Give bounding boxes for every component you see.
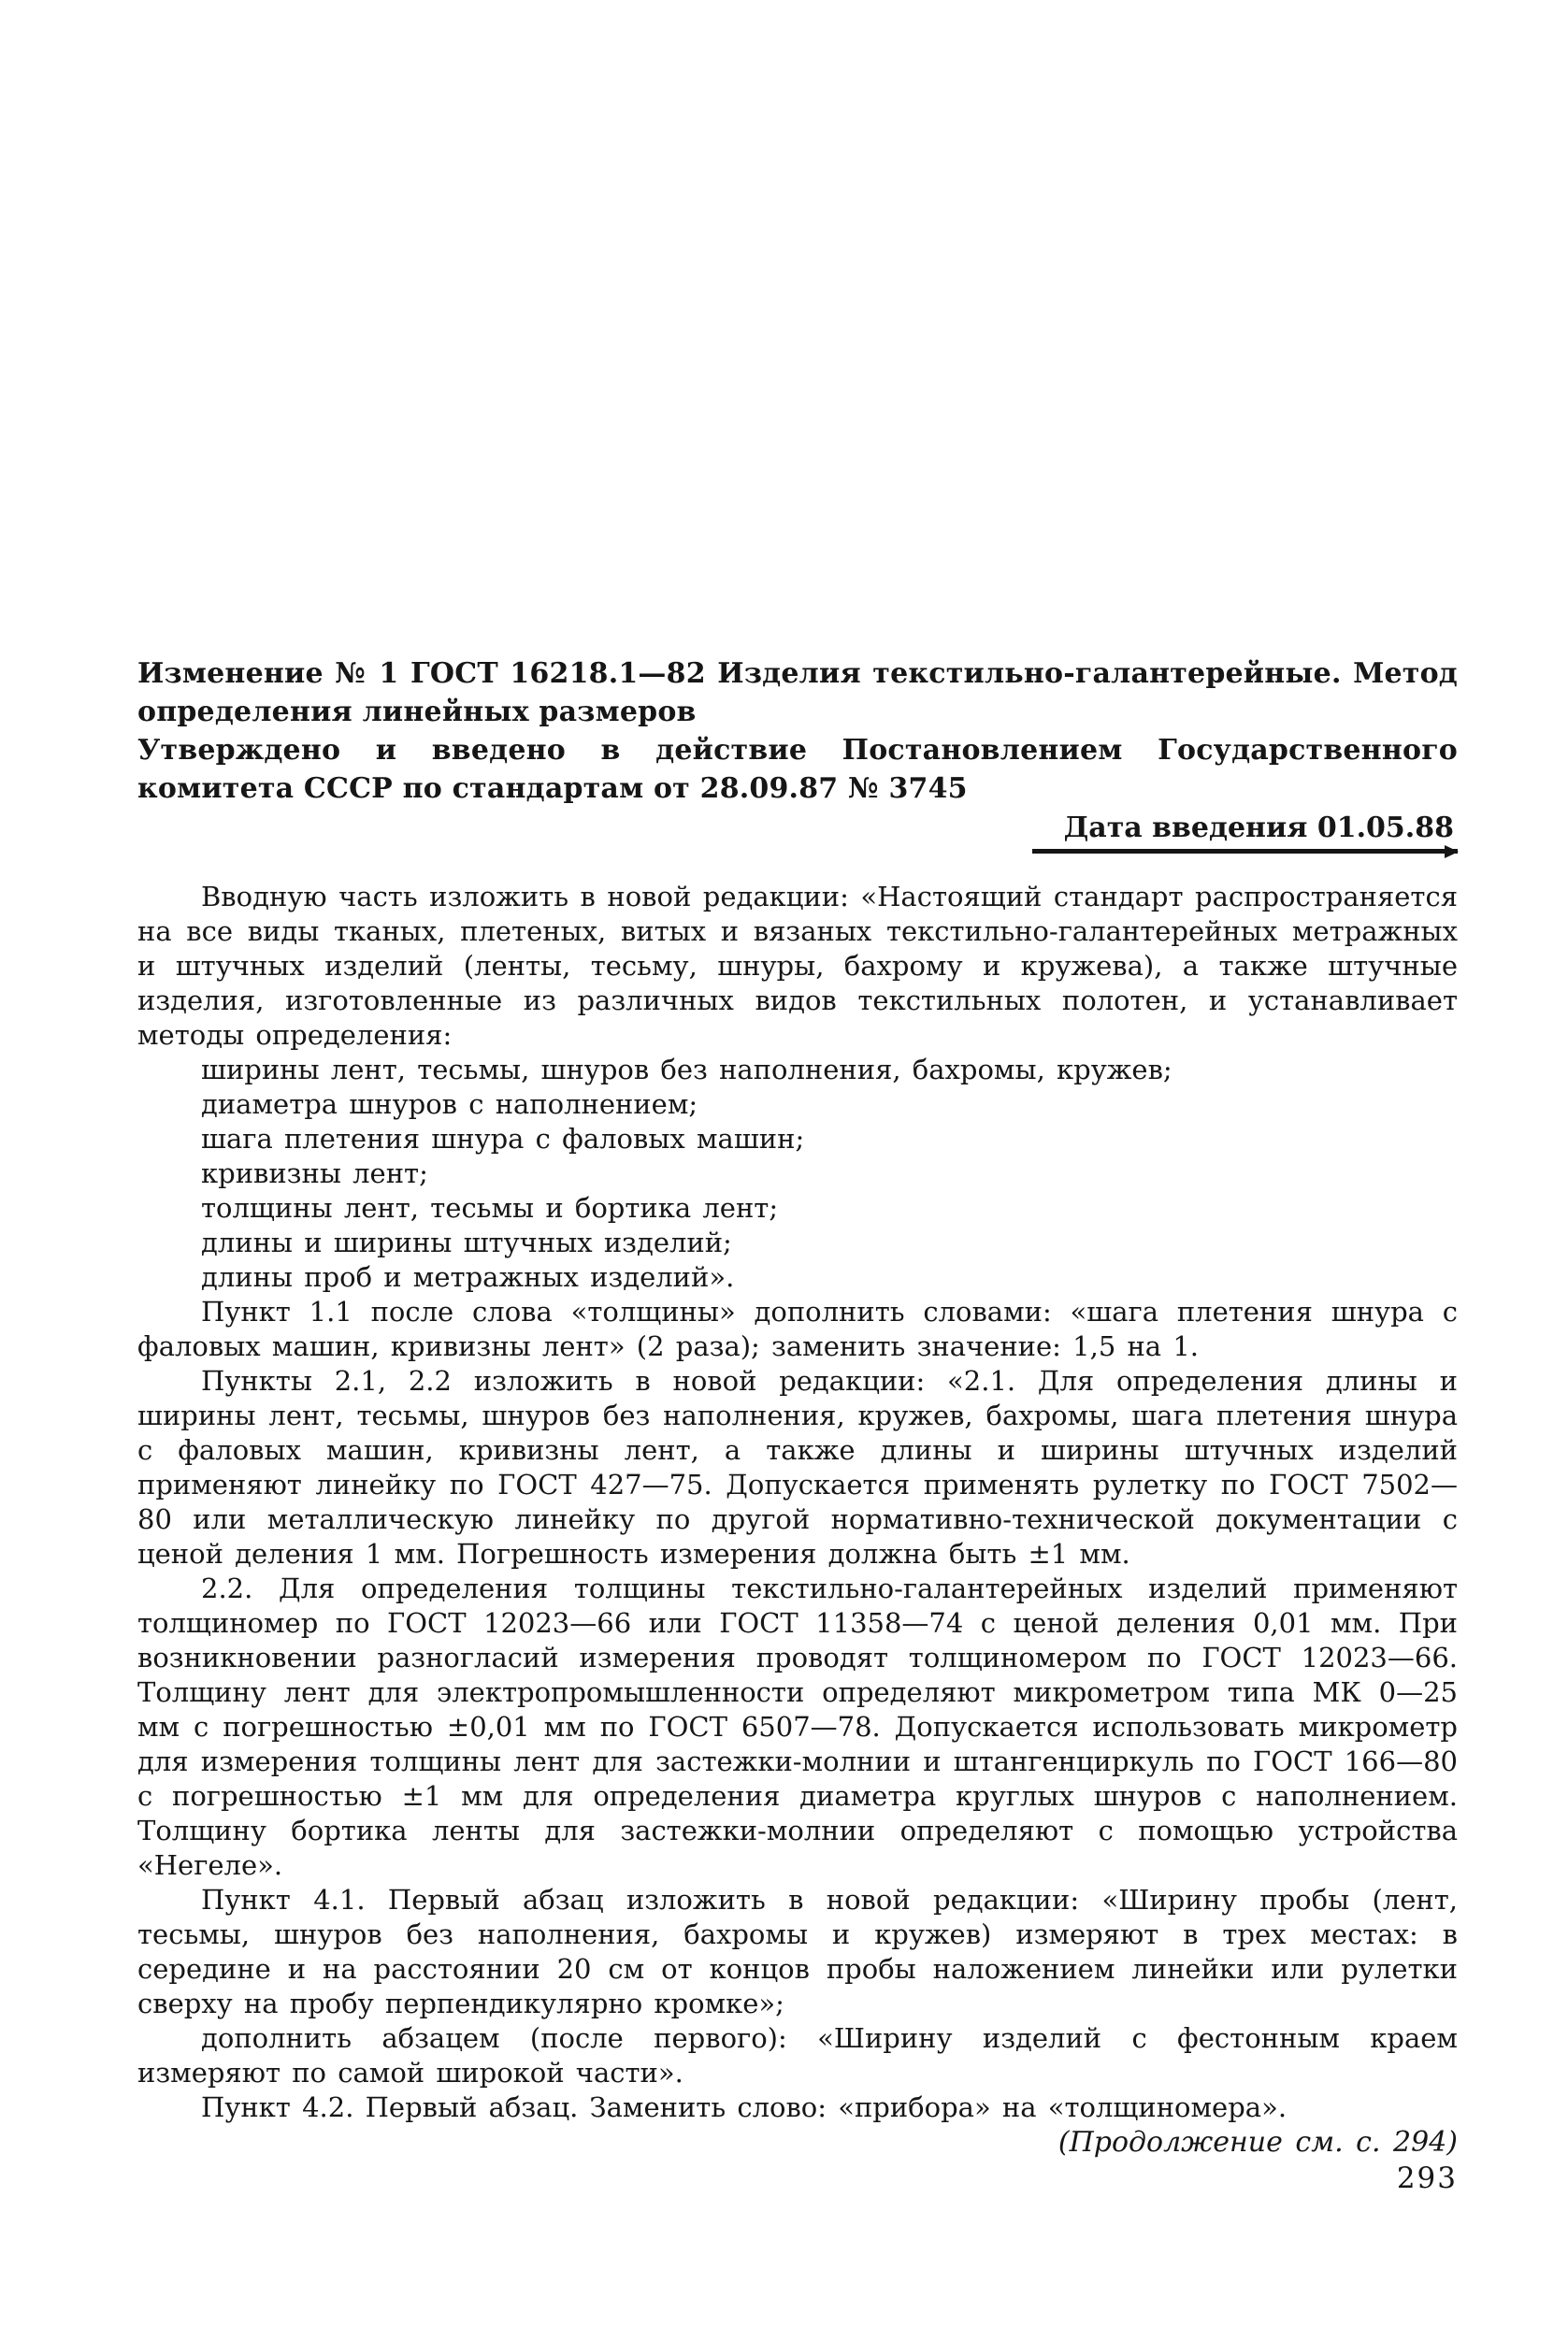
approval-statement: Утверждено и введено в действие Постановлением Государственного комитета СССР по стандартам от 28.09.87 № 3745: [137, 734, 1458, 805]
definition-item: диаметра шнуров с наполнением;: [201, 1088, 698, 1120]
amendment-paragraph-punkty-2-1-2-2: Пункты 2.1, 2.2 изложить в новой редакции: «2.1. Для определения длины и ширины лент, тесьмы, шнуров без наполнения, кружев, бахромы, шага плетения шнура с фаловых машин, кривизны лент, а также длины и ширины штучных изделий применяют линейку по ГОСТ 427—75. Допускается применять рулетку по ГОСТ 7502—80 или металлическую линейку по другой нормативно-технической документации с ценой деления 1 мм. Погрешность измерения должна быть ±1 мм.: [137, 1365, 1458, 1570]
definition-item: ширины лент, тесьмы, шнуров без наполнения, бахромы, кружев;: [201, 1054, 1172, 1085]
definitions-list: [137, 1053, 1458, 1295]
effective-date-block: [137, 810, 1458, 854]
amendment-paragraph-addition: дополнить абзацем (после первого): «Ширину изделий с фестонным краем измеряют по самой широкой части».: [137, 2022, 1458, 2089]
document-header: [137, 654, 1458, 854]
underline-arrow-rule: [1032, 849, 1458, 854]
definition-item: толщины лент, тесьмы и бортика лент;: [201, 1192, 779, 1224]
continuation-note: (Продолжение см. с. 294): [1057, 2126, 1458, 2159]
amendment-paragraph-punkt-4-2: Пункт 4.2. Первый абзац. Заменить слово: «прибора» на «толщиномера».: [201, 2091, 1287, 2123]
document-footer: [137, 2125, 1458, 2196]
amendment-paragraph-punkt-4-1: Пункт 4.1. Первый абзац изложить в новой редакции: «Ширину пробы (лент, тесьмы, шнуров без наполнения, бахромы и кружев) измеряют в трех местах: в середине и на расстоянии 20 см от концов пробы наложением линейки или рулетки сверху на пробу перпендикулярно кромке»;: [137, 1884, 1458, 2019]
definition-item: длины и ширины штучных изделий;: [201, 1227, 732, 1258]
document-title: Изменение № 1 ГОСТ 16218.1—82 Изделия текстильно-галантерейные. Метод определения линейных размеров: [137, 657, 1458, 728]
definition-item: шага плетения шнура с фаловых машин;: [201, 1123, 805, 1155]
effective-date: Дата введения 01.05.88: [1063, 811, 1454, 844]
amendment-paragraph-punkt-1-1: Пункт 1.1 после слова «толщины» дополнить словами: «шага плетения шнура с фаловых машин, кривизны лент» (2 раза); заменить значение: 1,5 на 1.: [137, 1296, 1458, 1362]
definition-item: длины проб и метражных изделий».: [201, 1261, 735, 1293]
document-body: [137, 880, 1458, 2125]
page-number: 293: [1396, 2161, 1458, 2195]
amendment-paragraph-2-2: 2.2. Для определения толщины текстильно-галантерейных изделий применяют толщиномер по ГОСТ 12023—66 или ГОСТ 11358—74 с ценой деления 0,01 мм. При возникновении разногласий измерения проводят толщиномером по ГОСТ 12023—66. Толщину лент для электропромышленности определяют микрометром типа МК 0—25 мм с погрешностью ±0,01 мм по ГОСТ 6507—78. Допускается использовать микрометр для измерения толщины лент для застежки-молнии и штангенциркуль по ГОСТ 166—80 с погрешностью ±1 мм для определения диаметра круглых шнуров с наполнением. Толщину бортика ленты для застежки-молнии определяют с помощью устройства «Негеле».: [137, 1573, 1458, 1881]
intro-paragraph: Вводную часть изложить в новой редакции: «Настоящий стандарт распространяется на все виды тканых, плетеных, витых и вязаных текстильно-галантерейных метражных и штучных изделий (ленты, тесьму, шнуры, бахрому и кружева), а также штучные изделия, изготовленные из различных видов текстильных полотен, и устанавливает методы определения:: [137, 881, 1458, 1051]
definition-item: кривизны лент;: [201, 1157, 428, 1189]
